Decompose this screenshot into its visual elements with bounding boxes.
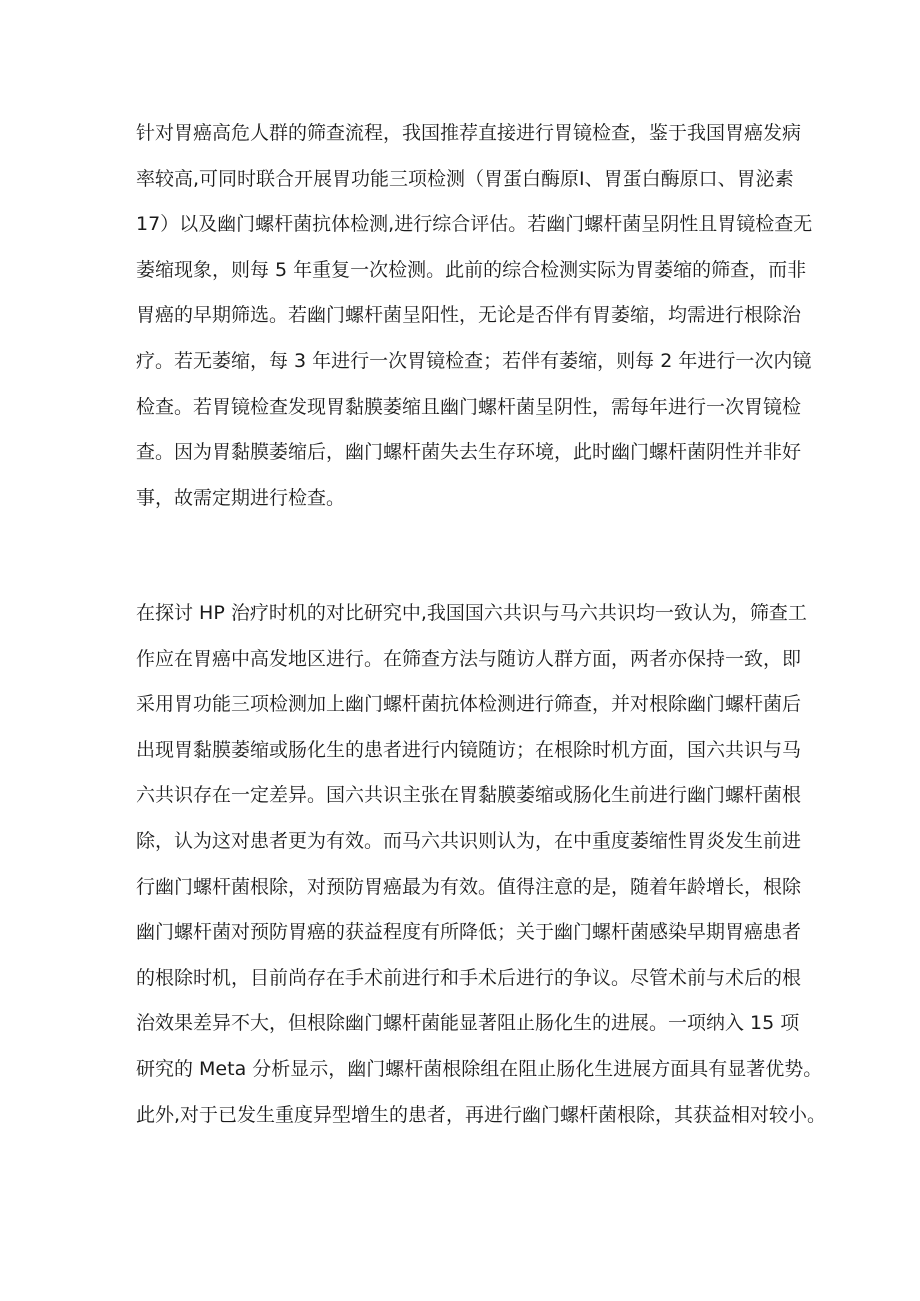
text-line: 的根除时机，目前尚存在手术前进行和手术后进行的争议。尽管术前与术后的根 xyxy=(136,966,802,989)
text-line: 作应在胃癌中高发地区进行。在筛查方法与随访人群方面，两者亦保持一致，即 xyxy=(136,647,802,670)
text-line: 研究的 Meta 分析显示，幽门螺杆菌根除组在阻止肠化生进展方面具有显著优势。 xyxy=(136,1057,823,1080)
text-line: 幽门螺杆菌对预防胃癌的获益程度有所降低；关于幽门螺杆菌感染早期胃癌患者 xyxy=(136,921,802,944)
text-line: 采用胃功能三项检测加上幽门螺杆菌抗体检测进行筛查，并对根除幽门螺杆菌后 xyxy=(136,693,802,716)
text-line: 萎缩现象，则每 5 年重复一次检测。此前的综合检测实际为胃萎缩的筛查，而非 xyxy=(136,258,807,281)
text-line: 六共识存在一定差异。国六共识主张在胃黏膜萎缩或肠化生前进行幽门螺杆菌根 xyxy=(136,784,802,807)
text-line: 此外,对于已发生重度异型增生的患者，再进行幽门螺杆菌根除，其获益相对较小。 xyxy=(136,1103,827,1126)
text-line: 除，认为这对患者更为有效。而马六共识则认为，在中重度萎缩性胃炎发生前进 xyxy=(136,829,802,852)
text-line: 行幽门螺杆菌根除，对预防胃癌最为有效。值得注意的是，随着年龄增长，根除 xyxy=(136,875,802,898)
text-line: 率较高,可同时联合开展胃功能三项检测（胃蛋白酶原Ⅰ、胃蛋白酶原口、胃泌素 xyxy=(136,167,794,190)
paragraph-treatment-timing xyxy=(136,600,827,1147)
text-line: 检查。若胃镜检查发现胃黏膜萎缩且幽门螺杆菌呈阴性，需每年进行一次胃镜检 xyxy=(136,395,802,418)
text-line: 治效果差异不大，但根除幽门螺杆菌能显著阻止肠化生的进展。一项纳入 15 项 xyxy=(136,1012,800,1035)
text-line: 事，故需定期进行检查。 xyxy=(136,486,346,509)
text-line: 针对胃癌高危人群的筛查流程，我国推荐直接进行胃镜检查，鉴于我国胃癌发病 xyxy=(136,122,802,144)
text-line: 出现胃黏膜萎缩或肠化生的患者进行内镜随访；在根除时机方面，国六共识与马 xyxy=(136,738,802,761)
paragraph-screening-process xyxy=(136,120,813,530)
text-line: 疗。若无萎缩，每 3 年进行一次胃镜检查；若伴有萎缩，则每 2 年进行一次内镜 xyxy=(136,349,812,372)
text-line: 胃癌的早期筛选。若幽门螺杆菌呈阳性，无论是否伴有胃萎缩，均需进行根除治 xyxy=(136,304,802,327)
text-line: 查。因为胃黏膜萎缩后，幽门螺杆菌失去生存环境，此时幽门螺杆菌阴性并非好 xyxy=(136,441,802,464)
text-line: 在探讨 HP 治疗时机的对比研究中,我国国六共识与马六共识均一致认为，筛查工 xyxy=(136,602,807,624)
text-line: 17）以及幽门螺杆菌抗体检测,进行综合评估。若幽门螺杆菌呈阴性且胃镜检查无 xyxy=(136,213,813,236)
